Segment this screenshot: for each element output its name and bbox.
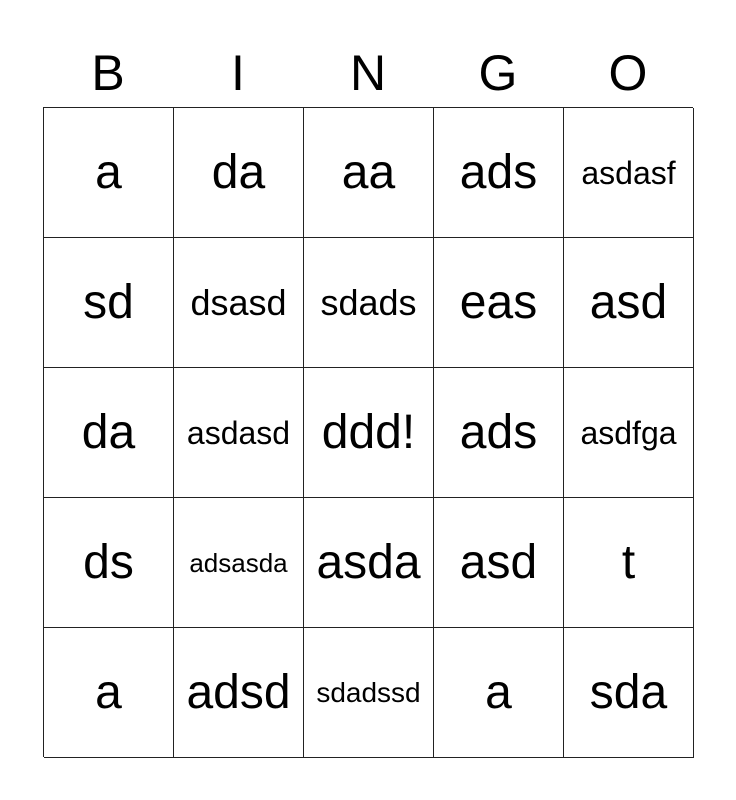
bingo-cell[interactable]: sdads [304,238,434,368]
bingo-cell[interactable]: sdadssd [304,628,434,758]
bingo-cell[interactable]: asda [304,498,434,628]
bingo-cell[interactable]: asd [434,498,564,628]
bingo-cell[interactable]: asdfga [564,368,694,498]
header-letter-g: G [478,45,518,101]
bingo-cell[interactable]: adsd [174,628,304,758]
bingo-cell[interactable]: ads [434,108,564,238]
bingo-cell[interactable]: a [44,628,174,758]
bingo-grid [43,107,693,757]
bingo-cell[interactable]: asd [564,238,694,368]
bingo-cell[interactable]: sda [564,628,694,758]
bingo-cell[interactable]: da [174,108,304,238]
bingo-cell[interactable]: asdasd [174,368,304,498]
bingo-cell[interactable]: sd [44,238,174,368]
bingo-cell[interactable]: asdasf [564,108,694,238]
bingo-cell[interactable]: adsasda [174,498,304,628]
bingo-cell[interactable]: aa [304,108,434,238]
bingo-cell[interactable]: a [44,108,174,238]
bingo-cell[interactable]: t [564,498,694,628]
bingo-cell[interactable]: eas [434,238,564,368]
bingo-cell[interactable]: da [44,368,174,498]
bingo-cell[interactable]: a [434,628,564,758]
bingo-cell-free[interactable]: ddd! [304,368,434,498]
bingo-cell[interactable]: ads [434,368,564,498]
bingo-cell[interactable]: dsasd [174,238,304,368]
header-letter-n: N [349,45,387,101]
header-letter-i: I [231,45,245,101]
header-letter-b: B [91,45,125,101]
bingo-header [43,42,693,104]
bingo-cell[interactable]: ds [44,498,174,628]
header-letter-o: O [608,45,648,101]
